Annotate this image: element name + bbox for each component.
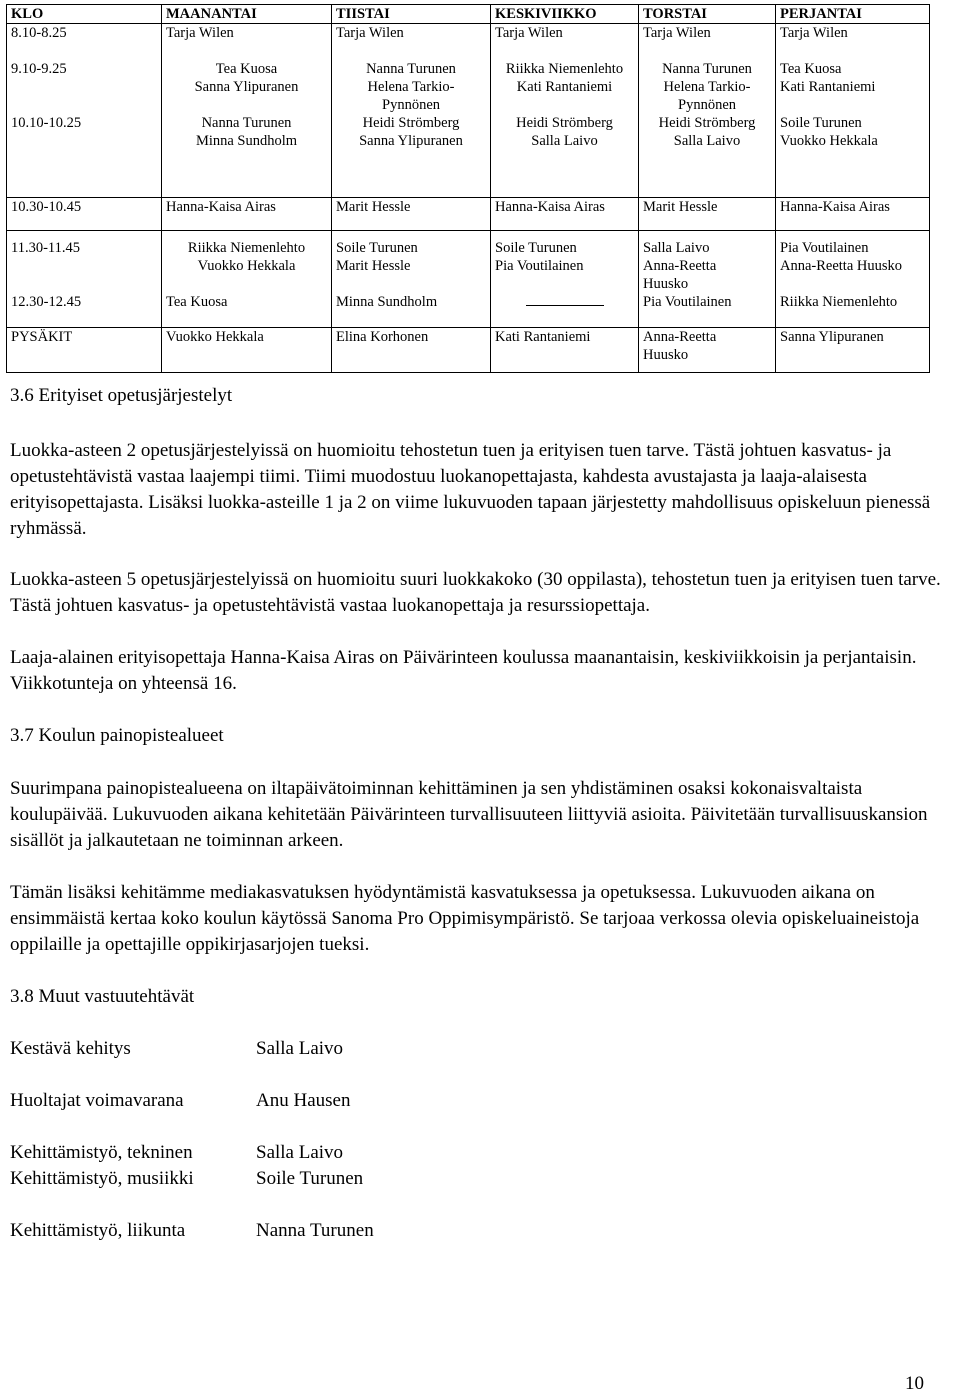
- cell-name: Nanna Turunen: [662, 61, 752, 77]
- schedule-cell: [162, 42, 332, 198]
- schedule-cell: Kati Rantaniemi: [491, 328, 639, 373]
- duty-label: Huoltajat voimavarana: [10, 1090, 184, 1111]
- cell-name: Tea Kuosa: [215, 61, 278, 77]
- schedule-row: [7, 24, 930, 43]
- schedule-cell: Tarja Wilen: [332, 24, 491, 43]
- cell-name: Anna-Reetta: [643, 329, 717, 345]
- schedule-header-row: [7, 5, 930, 24]
- schedule-cell: [639, 328, 776, 373]
- blank-line: [526, 293, 604, 306]
- paragraph: Laaja-alainen erityisopettaja Hanna-Kaisa Airas on Päivärinteen koulussa maanantaisin, keskiviikkoisin ja perjantaisin. Viikkotunteja on yhteensä 16.: [10, 647, 917, 694]
- duty-label: Kestävä kehitys: [10, 1038, 131, 1059]
- cell-name: Salla Laivo: [673, 133, 741, 149]
- schedule-cell: [639, 231, 776, 294]
- cell-name: Riikka Niemenlehto: [505, 61, 624, 77]
- cell-name: Marit Hessle: [336, 258, 411, 274]
- duty-person: Salla Laivo: [256, 1038, 344, 1059]
- schedule-cell: Tarja Wilen: [639, 24, 776, 43]
- time-cell: [7, 42, 162, 198]
- schedule-cell: [491, 231, 639, 294]
- cell-name: Riikka Niemenlehto: [187, 240, 306, 256]
- schedule-cell: Tea Kuosa: [162, 293, 332, 328]
- duty-person: Soile Turunen: [256, 1168, 364, 1189]
- schedule-cell: Tarja Wilen: [491, 24, 639, 43]
- time-cell: [7, 231, 162, 294]
- cell-name: Soile Turunen: [780, 115, 862, 131]
- schedule-cell: Pia Voutilainen: [639, 293, 776, 328]
- duty-person: Nanna Turunen: [256, 1220, 374, 1241]
- time-cell: 10.30-10.45: [7, 198, 162, 231]
- duty-person: Salla Laivo: [256, 1142, 344, 1163]
- schedule-row: [7, 42, 930, 198]
- time-cell: 12.30-12.45: [7, 293, 162, 328]
- paragraph: Suurimpana painopistealueena on iltapäivätoiminnan kehittäminen ja sen yhdistäminen osaksi kokonaisvaltaista koulupäivää. Lukuvuoden aikana kehitetään Päivärinteen turvallisuuteen liittyviä asioita. Päivitetään turvallisuuskansion sisällöt ja jalkautetaan ne toiminnan arkeen.: [10, 778, 928, 851]
- page-number: 10: [905, 1373, 924, 1394]
- paragraph: Luokka-asteen 5 opetusjärjestelyissä on huomioitu suuri luokkakoko (30 oppilasta), tehostetun tuen ja erityisen tuen tarve. Tästä johtuen kasvatus- ja opetustehtävistä vastaa luokanopettaja ja resurssiopettaja.: [10, 569, 941, 616]
- header-cell: KLO: [7, 5, 162, 24]
- cell-name: Tea Kuosa: [780, 61, 842, 77]
- schedule-cell: [776, 231, 930, 294]
- schedule-cell: [776, 42, 930, 198]
- schedule-cell: [491, 42, 639, 198]
- time-label: 9.10-9.25: [11, 61, 67, 77]
- cell-name: Heidi Strömberg: [516, 115, 613, 131]
- schedule-row: [7, 328, 930, 373]
- time-cell: PYSÄKIT: [7, 328, 162, 373]
- schedule-row: [7, 293, 930, 328]
- header-cell: KESKIVIIKKO: [491, 5, 639, 24]
- cell-name: Salla Laivo: [531, 133, 598, 149]
- cell-name: Helena Tarkio-: [663, 79, 751, 95]
- time-label: 10.10-10.25: [11, 115, 82, 131]
- schedule-cell: Hanna-Kaisa Airas: [776, 198, 930, 231]
- schedule-cell: [491, 293, 639, 328]
- time-label: 11.30-11.45: [11, 240, 81, 256]
- schedule-cell: Riikka Niemenlehto: [776, 293, 930, 328]
- schedule-cell: Hanna-Kaisa Airas: [491, 198, 639, 231]
- cell-name: Soile Turunen: [336, 240, 418, 256]
- cell-name: Nanna Turunen: [201, 115, 292, 131]
- cell-name: Huusko: [643, 347, 689, 363]
- schedule-cell: Tarja Wilen: [162, 24, 332, 43]
- paragraph: Luokka-asteen 2 opetusjärjestelyissä on huomioitu tehostetun tuen ja erityisen tuen tarve. Tästä johtuen kasvatus- ja opetustehtävistä vastaa laajempi tiimi. Tiimi muodostuu luokanopettajasta, kahdesta avustajasta ja laaja-alaisesta erityisopettajasta. Lisäksi luokka-asteille 1 ja 2 on viime lukuvuoden tapaan järjestetty mahdollisuus opiskeluun pienessä ryhmässä.: [10, 440, 931, 539]
- cell-name: Kati Rantaniemi: [516, 79, 613, 95]
- paragraph: Tämän lisäksi kehitämme mediakasvatuksen hyödyntämistä kasvatuksessa ja opetuksessa. Lukuvuoden aikana on ensimmäistä kertaa koko koulun käytössä Sanoma Pro Oppimisympäristö. Se tarjoaa verkossa olevia opiskeluaineistoja oppilaille ja opettajille oppikirjasarjojen tueksi.: [10, 882, 920, 955]
- cell-name: Soile Turunen: [495, 240, 577, 256]
- cell-name: Vuokko Hekkala: [780, 133, 878, 149]
- cell-name: Pynnönen: [382, 97, 440, 113]
- cell-name: Anna-Reetta: [643, 258, 717, 274]
- duty-person: Anu Hausen: [256, 1090, 351, 1111]
- header-cell: MAANANTAI: [162, 5, 332, 24]
- duty-label: Kehittämistyö, liikunta: [10, 1220, 186, 1241]
- schedule-table: [6, 4, 930, 373]
- schedule-cell: Elina Korhonen: [332, 328, 491, 373]
- duty-label: Kehittämistyö, musiikki: [10, 1168, 194, 1189]
- schedule-cell: [332, 231, 491, 294]
- cell-name: Salla Laivo: [643, 240, 710, 256]
- schedule-cell: [332, 42, 491, 198]
- schedule-cell: [162, 231, 332, 294]
- cell-name: Heidi Strömberg: [658, 115, 756, 131]
- header-cell: TORSTAI: [639, 5, 776, 24]
- schedule-cell: Hanna-Kaisa Airas: [162, 198, 332, 231]
- schedule-cell: Marit Hessle: [332, 198, 491, 231]
- cell-name: Kati Rantaniemi: [780, 79, 876, 95]
- cell-name: Pia Voutilainen: [780, 240, 869, 256]
- schedule-cell: Marit Hessle: [639, 198, 776, 231]
- duty-label: Kehittämistyö, tekninen: [10, 1142, 193, 1163]
- cell-name: Pia Voutilainen: [495, 258, 584, 274]
- header-cell: TIISTAI: [332, 5, 491, 24]
- cell-name: Sanna Ylipuranen: [359, 133, 463, 149]
- section-heading: 3.8 Muut vastuutehtävät: [10, 986, 195, 1007]
- schedule-cell: Vuokko Hekkala: [162, 328, 332, 373]
- section-heading: 3.7 Koulun painopistealueet: [10, 725, 224, 746]
- schedule-cell: Tarja Wilen: [776, 24, 930, 43]
- header-cell: PERJANTAI: [776, 5, 930, 24]
- cell-name: Vuokko Hekkala: [197, 258, 296, 274]
- schedule-cell: [639, 42, 776, 198]
- cell-name: Nanna Turunen: [366, 61, 456, 77]
- cell-name: Heidi Strömberg: [362, 115, 460, 131]
- cell-name: Helena Tarkio-: [367, 79, 455, 95]
- schedule-row: [7, 198, 930, 231]
- schedule-cell: Minna Sundholm: [332, 293, 491, 328]
- cell-name: Sanna Ylipuranen: [194, 79, 299, 95]
- schedule-cell: Sanna Ylipuranen: [776, 328, 930, 373]
- cell-name: Pynnönen: [678, 97, 736, 113]
- cell-name: Huusko: [643, 276, 689, 292]
- time-cell: 8.10-8.25: [7, 24, 162, 43]
- section-heading: 3.6 Erityiset opetusjärjestelyt: [10, 385, 233, 406]
- cell-name: Anna-Reetta Huusko: [780, 258, 903, 274]
- cell-name: Minna Sundholm: [195, 133, 298, 149]
- schedule-row: [7, 231, 930, 294]
